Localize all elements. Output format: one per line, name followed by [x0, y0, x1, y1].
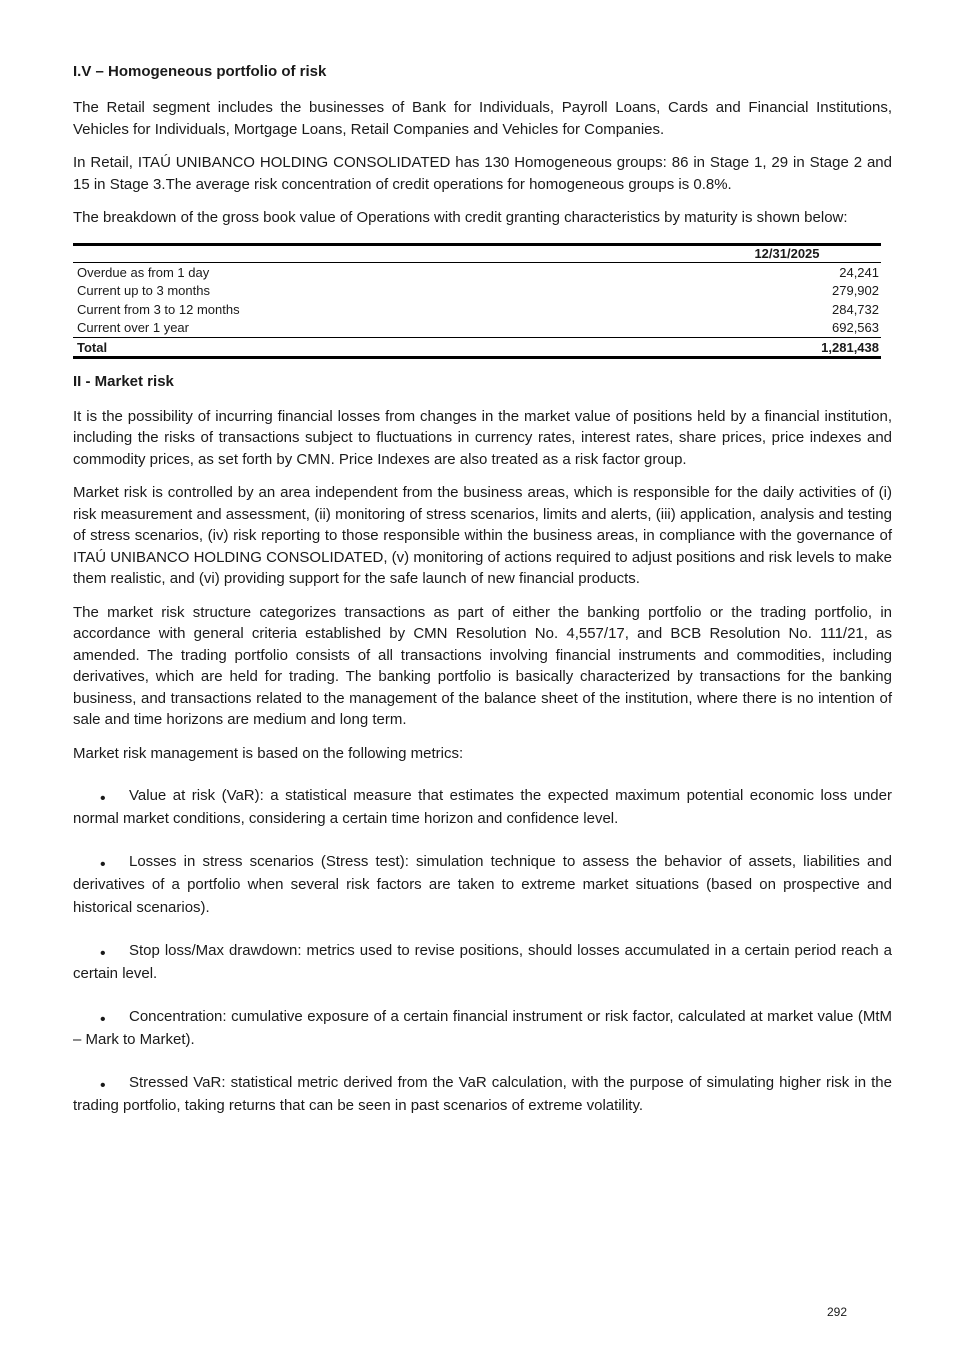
table-row: [73, 318, 881, 337]
list-item: • Stop loss/Max drawdown: metrics used to revise positions, should losses accumulated in a certain period reach a certain level.: [73, 942, 892, 982]
paragraph-market-risk-control: Market risk is controlled by an area independent from the business areas, which is responsible for the daily activities of (i) risk measurement and assessment, (ii) monitoring of stress scenarios, limits and alerts, (iii) application, analysis and testing of stress scenarios, (iv) risk reporting to those responsible within the business areas, in compliance with the governance of ITAÚ UNIBANCO HOLDING CONSOLIDATED, (v) monitoring of actions required to adjust positions and risk levels to make them realistic, and (vi) providing support for the safe launch of new financial products.: [73, 484, 892, 587]
table-row: [73, 281, 881, 300]
table-row: [73, 262, 881, 281]
table-row: [73, 300, 881, 319]
paragraph-market-risk-structure: The market risk structure categorizes transactions as part of either the banking portfolio or the trading portfolio, in accordance with general criteria established by CMN Resolution No. 4,557/17, and BCB Resolution No. 111/21, as amended. The trading portfolio consists of all transactions involving financial instruments and commodities, including derivatives, which are held for trading. The banking portfolio is basically characterized by transactions for the banking business, and transactions related to the management of the balance sheet of the institution, where there is no intention of sale and time horizons are medium and long term.: [73, 603, 892, 728]
row-value: 24,241: [839, 264, 879, 280]
paragraph-breakdown-intro: The breakdown of the gross book value of Operations with credit granting characteristics by maturity is shown below:: [73, 209, 848, 226]
page-number: 292: [827, 1305, 848, 1319]
row-value: 284,732: [832, 301, 879, 317]
list-item: • Losses in stress scenarios (Stress test): simulation technique to assess the behavior of assets, liabilities and derivatives of a portfolio when several risk factors are taken to extreme market situations (based on prospective and historical scenarios).: [73, 853, 892, 916]
metric-text: Stop loss/Max drawdown: metrics used to revise positions, should losses accumulated in a certain period reach a certain level.: [73, 942, 892, 982]
row-label: Current from 3 to 12 months: [77, 301, 240, 317]
paragraph-metrics-intro: Market risk management is based on the following metrics:: [73, 744, 464, 762]
table-header-blank: [73, 246, 693, 263]
metric-text: Value at risk (VaR): a statistical measure that estimates the expected maximum potential economic loss under normal market conditions, considering a certain time horizon and confidence level.: [73, 787, 892, 827]
paragraph-market-risk-definition: It is the possibility of incurring financial losses from changes in the market value of positions held by a financial institution, including the risks of transactions subject to fluctuations in currency rates, interest rates, share prices, price indexes and commodity prices, as set forth by CMN. Price Indexes are also treated as a risk factor group.: [73, 407, 892, 468]
list-item: • Value at risk (VaR): a statistical measure that estimates the expected maximum potential economic loss under normal market conditions, considering a certain time horizon and confidence level.: [73, 787, 892, 827]
list-item: • Concentration: cumulative exposure of a certain financial instrument or risk factor, calculated at market value (MtM – Mark to Market).: [73, 1008, 892, 1048]
table-total-row: [73, 337, 881, 357]
total-label: Total: [73, 337, 693, 357]
row-value: 692,563: [832, 320, 879, 336]
paragraph-retail-segment: The Retail segment includes the businesses of Bank for Individuals, Payroll Loans, Cards and Financial Institutions, Vehicles for Individuals, Mortgage Loans, Retail Companies and Vehicles for Companies.: [73, 99, 892, 138]
list-item: • Stressed VaR: statistical metric derived from the VaR calculation, with the purpose of simulating higher risk in the trading portfolio, taking returns that can be seen in past scenarios of extreme volatility.: [73, 1074, 892, 1114]
row-label: Current up to 3 months: [77, 283, 210, 299]
row-label: Current over 1 year: [77, 320, 189, 336]
maturity-table: [73, 243, 881, 359]
metrics-list: [73, 784, 892, 1117]
section-heading-homogeneous-portfolio: I.V – Homogeneous portfolio of risk: [73, 63, 327, 80]
metric-text: Concentration: cumulative exposure of a certain financial instrument or risk factor, calculated at market value (MtM – Mark to Market).: [73, 1008, 892, 1048]
row-value: 279,902: [832, 283, 879, 299]
row-label: Overdue as from 1 day: [77, 264, 210, 280]
section-heading-market-risk: II - Market risk: [73, 372, 174, 390]
metric-text: Losses in stress scenarios (Stress test): simulation technique to assess the behavior of assets, liabilities and derivatives of a portfolio when several risk factors are taken to extreme market situations (based on prospective and historical scenarios).: [73, 853, 892, 916]
document-page: [73, 62, 892, 1137]
maturity-table-container: [73, 243, 881, 359]
total-value: 1,281,438: [693, 337, 881, 357]
table-header-date: 12/31/2025: [693, 246, 881, 263]
metric-text: Stressed VaR: statistical metric derived from the VaR calculation, with the purpose of simulating higher risk in the trading portfolio, taking returns that can be seen in past scenarios of extreme volatility.: [73, 1074, 892, 1114]
paragraph-homogeneous-groups: In Retail, ITAÚ UNIBANCO HOLDING CONSOLIDATED has 130 Homogeneous groups: 86 in Stage 1, 29 in Stage 2 and 15 in Stage 3.The average risk concentration of credit operations for homogeneous groups is 0.8%.: [73, 154, 892, 193]
